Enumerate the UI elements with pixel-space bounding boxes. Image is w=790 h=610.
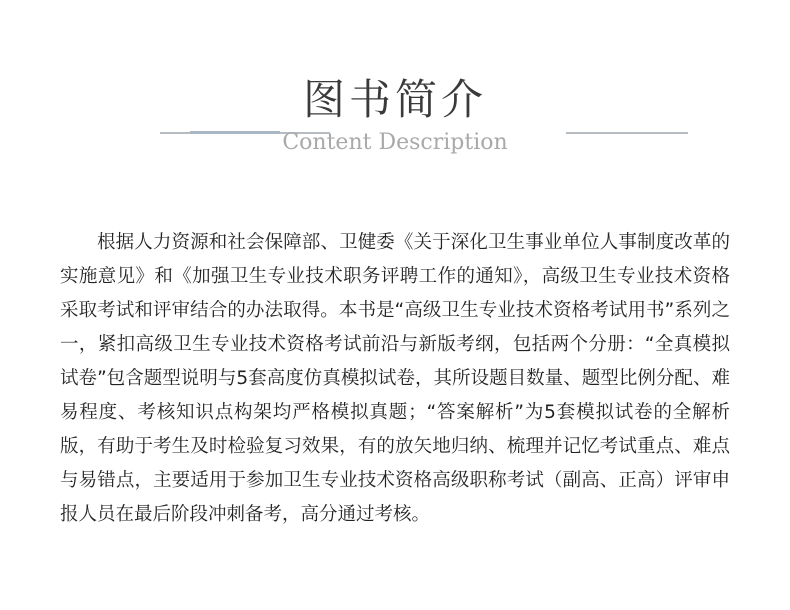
section-title: 图书简介 xyxy=(302,75,487,124)
description-paragraph: 根据人力资源和社会保障部、卫健委《关于深化卫生事业单位人事制度改革的实施意见》和《加强卫生专业技术职务评聘工作的通知》，高级卫生专业技术资格采取考试和评审结合的办法取得。本书是“高级卫生专业技术资格考试用书”系列之一，紧扣高级卫生专业技术资格考试前沿与新版考纲，包括两个分册：“全真模拟试卷”包含题型说明与5套高度仿真模拟试卷，其所设题目数量、题型比例分配、难易程度、考核知识点构架均严格模拟真题；“答案解析”为5套模拟试卷的全解析版，有助于考生及时检验复习效果，有的放矢地归纳、梳理并记忆考试重点、难点与易错点，主要适用于参加卫生专业技术资格高级职称考试（副高、正高）评审申报人员在最后阶段冲刺备考，高分通过考核。 xyxy=(60,232,730,525)
section-subtitle: Content Description xyxy=(282,130,508,155)
